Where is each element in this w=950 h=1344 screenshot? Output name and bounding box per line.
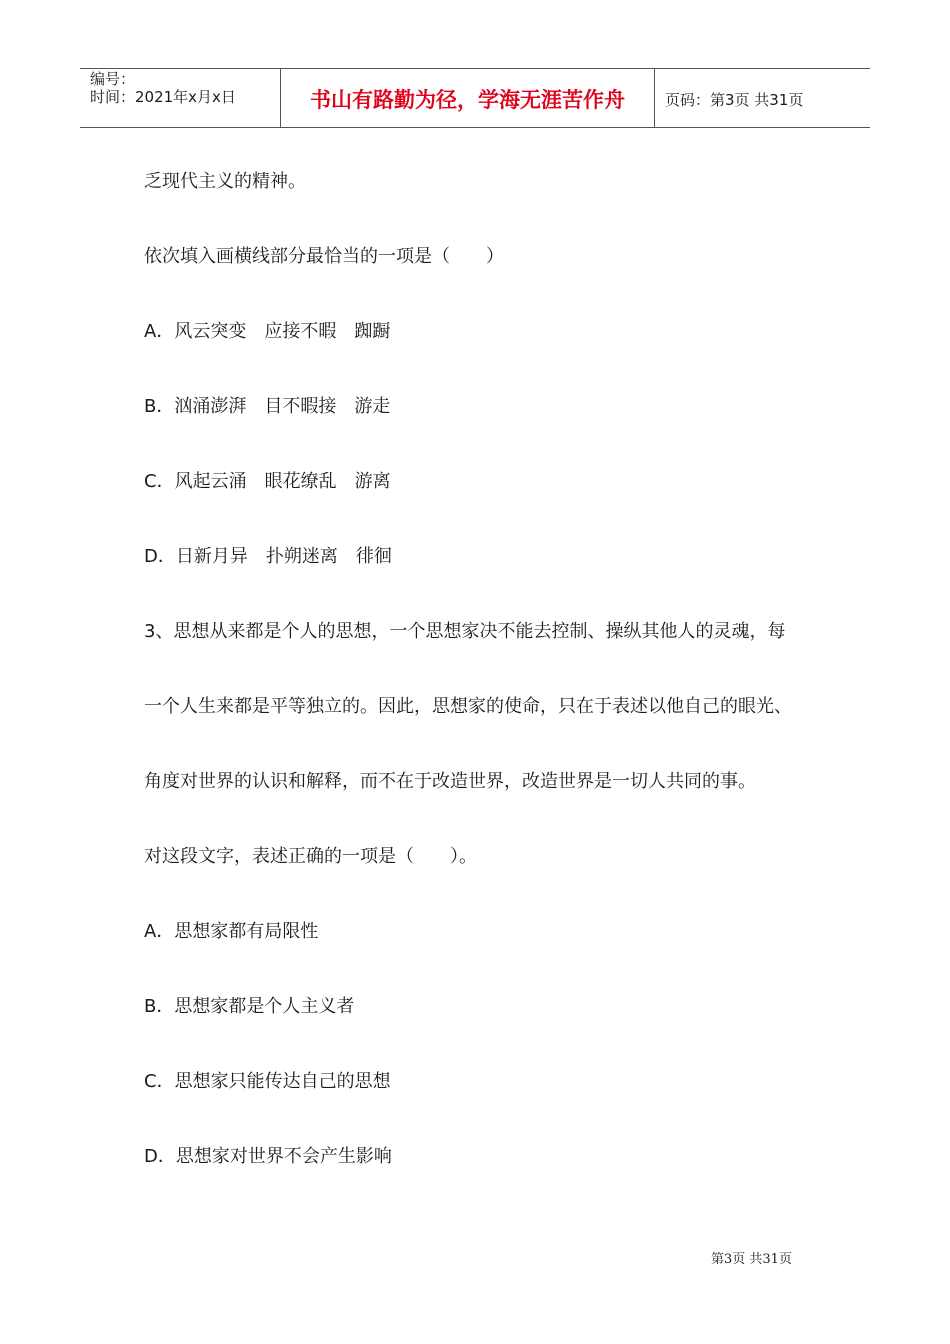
paragraph-line: 3、思想从来都是个人的思想，一个思想家决不能去控制、操纵其他人的灵魂，每 bbox=[144, 621, 786, 642]
option-label: A． bbox=[144, 321, 175, 342]
option-c bbox=[144, 468, 824, 543]
paragraph-line: 角度对世界的认识和解释，而不在于改造世界，改造世界是一切人共同的事。 bbox=[144, 771, 756, 792]
option-d: D．思想家对世界不会产生影响 bbox=[144, 1146, 392, 1167]
option-label: C． bbox=[144, 471, 175, 492]
option-word: 眼花缭乱 bbox=[264, 471, 337, 492]
option-b bbox=[144, 393, 824, 468]
question-prompt: 对这段文字，表述正确的一项是（ ）。 bbox=[144, 846, 477, 867]
header-meta bbox=[80, 69, 281, 127]
option-word: 游离 bbox=[354, 471, 391, 492]
option-d bbox=[144, 543, 824, 618]
option-word: 游走 bbox=[354, 396, 391, 417]
text-line: 乏现代主义的精神。 bbox=[144, 171, 306, 192]
option-word: 扑朔迷离 bbox=[265, 546, 338, 567]
time-label: 时间：2021年x月x日 bbox=[90, 88, 236, 106]
page-footer: 第3页 共31页 bbox=[711, 1252, 792, 1267]
option-word: 目不暇接 bbox=[264, 396, 337, 417]
question-prompt: 依次填入画横线部分最恰当的一项是（ ） bbox=[144, 246, 504, 267]
option-word: 风起云涌 bbox=[174, 471, 247, 492]
option-word: 日新月异 bbox=[175, 546, 248, 567]
option-word: 风云突变 bbox=[174, 321, 247, 342]
option-c: C．思想家只能传达自己的思想 bbox=[144, 1071, 391, 1092]
option-a: A．思想家都有局限性 bbox=[144, 921, 319, 942]
page-header bbox=[80, 68, 870, 128]
option-word: 汹涌澎湃 bbox=[174, 396, 247, 417]
option-word: 应接不暇 bbox=[264, 321, 337, 342]
document-body bbox=[144, 168, 824, 1218]
option-label: D． bbox=[144, 546, 176, 567]
header-page-info: 页码：第3页 共31页 bbox=[665, 90, 804, 109]
code-label: 编号： bbox=[90, 70, 136, 88]
header-motto: 书山有路勤为径，学海无涯苦作舟 bbox=[281, 69, 655, 127]
option-word: 徘徊 bbox=[355, 546, 392, 567]
paragraph-line: 一个人生来都是平等独立的。因此，思想家的使命，只在于表述以他自己的眼光、 bbox=[144, 696, 792, 717]
option-a bbox=[144, 318, 824, 393]
option-label: B． bbox=[144, 396, 175, 417]
option-word: 踟蹰 bbox=[354, 321, 391, 342]
option-b: B．思想家都是个人主义者 bbox=[144, 996, 355, 1017]
